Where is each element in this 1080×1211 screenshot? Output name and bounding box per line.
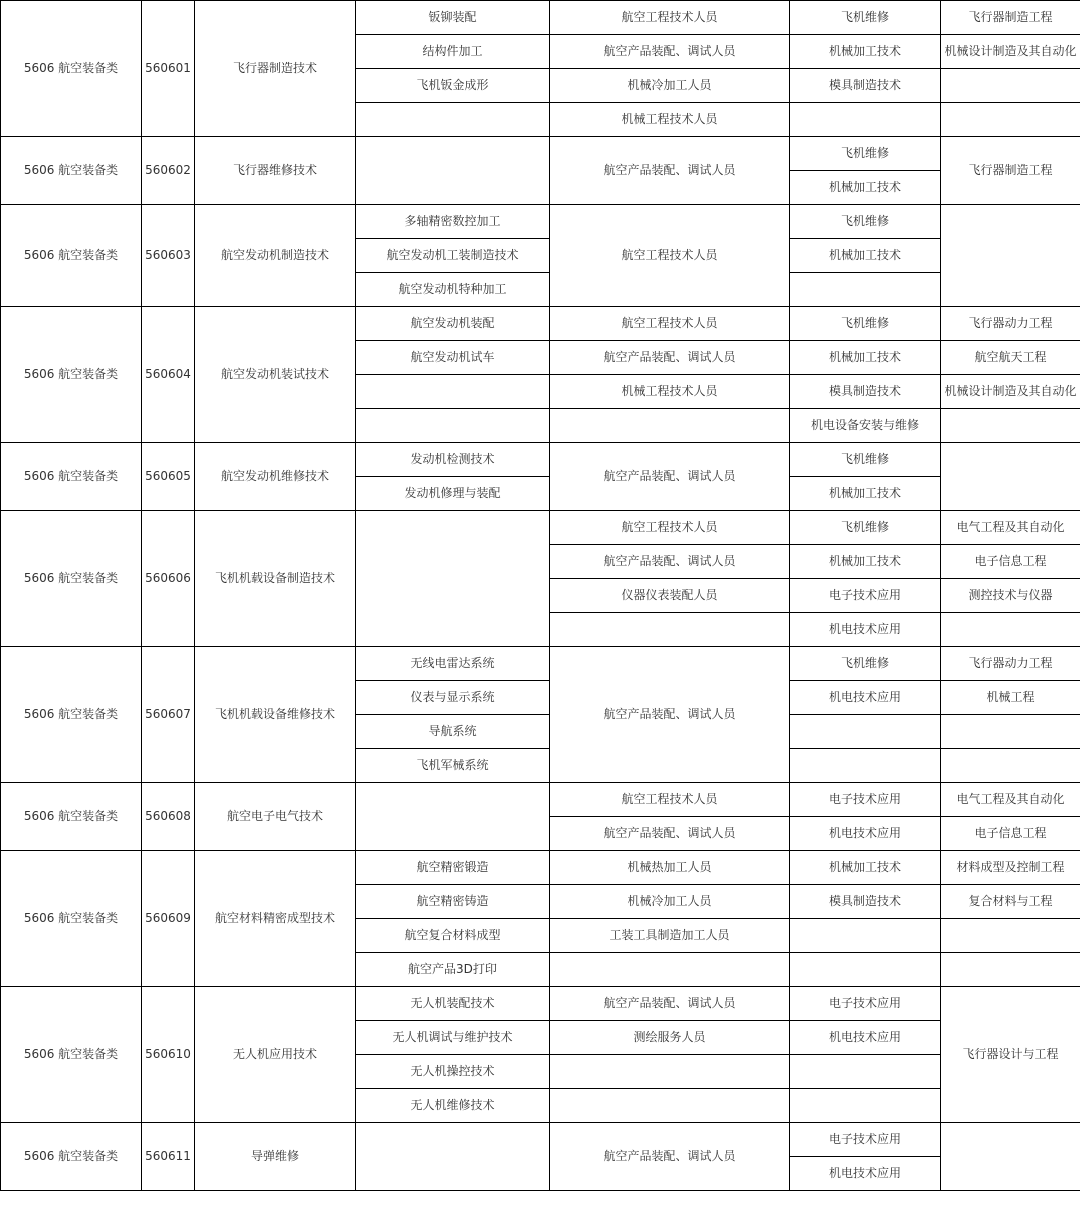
- vocational-major-cell: 机械加工技术: [790, 477, 941, 511]
- vocational-major-cell: 飞机维修: [790, 307, 941, 341]
- occupation-cell: 航空产品装配、调试人员: [550, 545, 790, 579]
- undergrad-major-cell: 测控技术与仪器: [941, 579, 1080, 613]
- major-name-cell: 航空发动机维修技术: [195, 443, 356, 511]
- major-code-cell: 560604: [142, 307, 195, 443]
- major-code-cell: 560605: [142, 443, 195, 511]
- direction-cell: [356, 103, 550, 137]
- vocational-major-cell: 机械加工技术: [790, 239, 941, 273]
- occupation-cell: 航空工程技术人员: [550, 1, 790, 35]
- undergrad-major-cell: 电子信息工程: [941, 817, 1080, 851]
- direction-cell: [356, 1123, 550, 1191]
- undergrad-major-cell: 飞行器制造工程: [941, 1, 1080, 35]
- vocational-major-cell: 机电技术应用: [790, 1157, 941, 1191]
- category-cell: 5606 航空装备类: [1, 851, 142, 987]
- undergrad-major-cell: [941, 613, 1080, 647]
- major-code-cell: 560603: [142, 205, 195, 307]
- occupation-cell: [550, 613, 790, 647]
- vocational-major-cell: 机械加工技术: [790, 545, 941, 579]
- undergrad-major-cell: 飞行器动力工程: [941, 307, 1080, 341]
- direction-cell: 无人机操控技术: [356, 1055, 550, 1089]
- table-row: [1, 783, 1080, 817]
- occupation-cell: 航空产品装配、调试人员: [550, 987, 790, 1021]
- vocational-major-cell: 飞机维修: [790, 137, 941, 171]
- direction-cell: 航空发动机试车: [356, 341, 550, 375]
- occupation-cell: 机械工程技术人员: [550, 375, 790, 409]
- major-name-cell: 飞行器制造技术: [195, 1, 356, 137]
- vocational-major-cell: [790, 1089, 941, 1123]
- occupation-cell: 机械冷加工人员: [550, 885, 790, 919]
- undergrad-major-cell: [941, 919, 1080, 953]
- occupation-cell: 航空产品装配、调试人员: [550, 647, 790, 783]
- vocational-major-cell: [790, 953, 941, 987]
- occupation-cell: 机械冷加工人员: [550, 69, 790, 103]
- direction-cell: 发动机修理与装配: [356, 477, 550, 511]
- major-name-cell: 航空电子电气技术: [195, 783, 356, 851]
- vocational-major-cell: 飞机维修: [790, 443, 941, 477]
- table-row: [1, 137, 1080, 171]
- direction-cell: 航空发动机装配: [356, 307, 550, 341]
- table-row: [1, 205, 1080, 239]
- occupation-cell: 航空产品装配、调试人员: [550, 35, 790, 69]
- major-code-cell: 560611: [142, 1123, 195, 1191]
- table-row: [1, 647, 1080, 681]
- undergrad-major-cell: [941, 205, 1080, 307]
- occupation-cell: 航空工程技术人员: [550, 783, 790, 817]
- undergrad-major-cell: 机械工程: [941, 681, 1080, 715]
- category-cell: 5606 航空装备类: [1, 137, 142, 205]
- category-cell: 5606 航空装备类: [1, 443, 142, 511]
- undergrad-major-cell: [941, 749, 1080, 783]
- occupation-cell: 航空产品装配、调试人员: [550, 1123, 790, 1191]
- vocational-major-cell: 机械加工技术: [790, 171, 941, 205]
- direction-cell: 航空发动机工装制造技术: [356, 239, 550, 273]
- vocational-major-cell: 机械加工技术: [790, 35, 941, 69]
- category-cell: 5606 航空装备类: [1, 987, 142, 1123]
- occupation-cell: 航空工程技术人员: [550, 205, 790, 307]
- occupation-cell: 工装工具制造加工人员: [550, 919, 790, 953]
- undergrad-major-cell: 飞行器动力工程: [941, 647, 1080, 681]
- vocational-major-cell: 机电技术应用: [790, 817, 941, 851]
- occupation-cell: 航空产品装配、调试人员: [550, 137, 790, 205]
- occupation-cell: 航空产品装配、调试人员: [550, 341, 790, 375]
- table-row: [1, 443, 1080, 477]
- major-name-cell: 飞行器维修技术: [195, 137, 356, 205]
- direction-cell: 仪表与显示系统: [356, 681, 550, 715]
- category-cell: 5606 航空装备类: [1, 307, 142, 443]
- direction-cell: 导航系统: [356, 715, 550, 749]
- category-cell: 5606 航空装备类: [1, 783, 142, 851]
- direction-cell: 结构件加工: [356, 35, 550, 69]
- occupation-cell: 仪器仪表装配人员: [550, 579, 790, 613]
- direction-cell: 航空精密铸造: [356, 885, 550, 919]
- category-cell: 5606 航空装备类: [1, 205, 142, 307]
- vocational-major-cell: 模具制造技术: [790, 885, 941, 919]
- vocational-major-cell: 机械加工技术: [790, 341, 941, 375]
- vocational-major-cell: 电子技术应用: [790, 783, 941, 817]
- undergrad-major-cell: [941, 409, 1080, 443]
- direction-cell: 航空精密锻造: [356, 851, 550, 885]
- undergrad-major-cell: 飞行器制造工程: [941, 137, 1080, 205]
- vocational-major-cell: 机械加工技术: [790, 851, 941, 885]
- occupation-cell: 航空产品装配、调试人员: [550, 443, 790, 511]
- vocational-major-cell: 电子技术应用: [790, 1123, 941, 1157]
- table-row: [1, 307, 1080, 341]
- table-row: [1, 511, 1080, 545]
- direction-cell: 飞机军械系统: [356, 749, 550, 783]
- vocational-major-cell: 机电技术应用: [790, 681, 941, 715]
- occupation-cell: [550, 1055, 790, 1089]
- vocational-major-cell: 模具制造技术: [790, 69, 941, 103]
- undergrad-major-cell: 机械设计制造及其自动化: [941, 375, 1080, 409]
- vocational-major-cell: 飞机维修: [790, 511, 941, 545]
- major-code-cell: 560609: [142, 851, 195, 987]
- vocational-major-cell: [790, 749, 941, 783]
- major-code-cell: 560608: [142, 783, 195, 851]
- vocational-major-cell: [790, 103, 941, 137]
- vocational-major-cell: 机电技术应用: [790, 1021, 941, 1055]
- vocational-major-cell: [790, 715, 941, 749]
- undergrad-major-cell: 电气工程及其自动化: [941, 783, 1080, 817]
- direction-cell: 钣铆装配: [356, 1, 550, 35]
- undergrad-major-cell: 航空航天工程: [941, 341, 1080, 375]
- direction-cell: [356, 409, 550, 443]
- direction-cell: [356, 137, 550, 205]
- undergrad-major-cell: 机械设计制造及其自动化: [941, 35, 1080, 69]
- vocational-major-cell: 模具制造技术: [790, 375, 941, 409]
- undergrad-major-cell: 材料成型及控制工程: [941, 851, 1080, 885]
- major-name-cell: 航空发动机制造技术: [195, 205, 356, 307]
- major-name-cell: 航空材料精密成型技术: [195, 851, 356, 987]
- undergrad-major-cell: 电子信息工程: [941, 545, 1080, 579]
- vocational-major-cell: 飞机维修: [790, 1, 941, 35]
- direction-cell: [356, 375, 550, 409]
- undergrad-major-cell: [941, 69, 1080, 103]
- direction-cell: 飞机钣金成形: [356, 69, 550, 103]
- major-name-cell: 无人机应用技术: [195, 987, 356, 1123]
- direction-cell: 无人机装配技术: [356, 987, 550, 1021]
- direction-cell: [356, 783, 550, 851]
- vocational-major-cell: 机电技术应用: [790, 613, 941, 647]
- undergrad-major-cell: 复合材料与工程: [941, 885, 1080, 919]
- category-cell: 5606 航空装备类: [1, 511, 142, 647]
- major-code-cell: 560610: [142, 987, 195, 1123]
- direction-cell: 多轴精密数控加工: [356, 205, 550, 239]
- vocational-major-cell: [790, 1055, 941, 1089]
- vocational-major-cell: 飞机维修: [790, 647, 941, 681]
- undergrad-major-cell: [941, 443, 1080, 511]
- undergrad-major-cell: [941, 715, 1080, 749]
- direction-cell: 航空产品3D打印: [356, 953, 550, 987]
- category-cell: 5606 航空装备类: [1, 1, 142, 137]
- table-row: [1, 1, 1080, 35]
- direction-cell: 航空复合材料成型: [356, 919, 550, 953]
- undergrad-major-cell: 飞行器设计与工程: [941, 987, 1080, 1123]
- vocational-major-cell: [790, 919, 941, 953]
- vocational-major-cell: 电子技术应用: [790, 579, 941, 613]
- table-row: [1, 851, 1080, 885]
- direction-cell: [356, 511, 550, 647]
- direction-cell: 航空发动机特种加工: [356, 273, 550, 307]
- vocational-major-cell: 电子技术应用: [790, 987, 941, 1021]
- major-name-cell: 导弹维修: [195, 1123, 356, 1191]
- occupation-cell: [550, 409, 790, 443]
- direction-cell: 无线电雷达系统: [356, 647, 550, 681]
- direction-cell: 无人机调试与维护技术: [356, 1021, 550, 1055]
- vocational-major-cell: 机电设备安装与维修: [790, 409, 941, 443]
- table-row: [1, 987, 1080, 1021]
- undergrad-major-cell: 电气工程及其自动化: [941, 511, 1080, 545]
- occupation-cell: 机械工程技术人员: [550, 103, 790, 137]
- undergrad-major-cell: [941, 1123, 1080, 1191]
- category-cell: 5606 航空装备类: [1, 647, 142, 783]
- major-code-cell: 560607: [142, 647, 195, 783]
- undergrad-major-cell: [941, 103, 1080, 137]
- major-code-cell: 560606: [142, 511, 195, 647]
- occupation-cell: [550, 953, 790, 987]
- occupation-cell: 机械热加工人员: [550, 851, 790, 885]
- category-cell: 5606 航空装备类: [1, 1123, 142, 1191]
- vocational-major-cell: [790, 273, 941, 307]
- occupation-cell: 航空工程技术人员: [550, 307, 790, 341]
- direction-cell: 发动机检测技术: [356, 443, 550, 477]
- occupation-cell: 航空工程技术人员: [550, 511, 790, 545]
- major-name-cell: 飞机机载设备制造技术: [195, 511, 356, 647]
- major-code-cell: 560602: [142, 137, 195, 205]
- major-name-cell: 航空发动机装试技术: [195, 307, 356, 443]
- occupation-cell: 测绘服务人员: [550, 1021, 790, 1055]
- occupation-cell: 航空产品装配、调试人员: [550, 817, 790, 851]
- undergrad-major-cell: [941, 953, 1080, 987]
- table-row: [1, 1123, 1080, 1157]
- major-name-cell: 飞机机载设备维修技术: [195, 647, 356, 783]
- occupation-cell: [550, 1089, 790, 1123]
- vocational-major-cell: 飞机维修: [790, 205, 941, 239]
- direction-cell: 无人机维修技术: [356, 1089, 550, 1123]
- major-code-cell: 560601: [142, 1, 195, 137]
